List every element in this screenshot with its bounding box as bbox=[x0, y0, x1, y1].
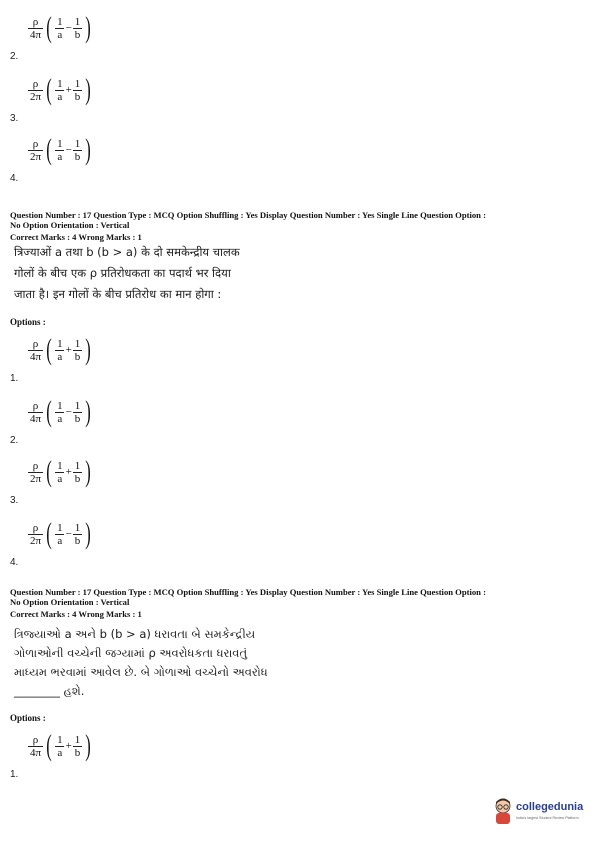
right-paren: ) bbox=[85, 395, 92, 428]
logo-wordmark: collegedunia bbox=[516, 801, 584, 813]
denominator: a bbox=[57, 350, 63, 363]
option-number: 1. bbox=[10, 769, 19, 780]
option-formula bbox=[28, 8, 94, 48]
right-paren: ) bbox=[85, 11, 92, 44]
left-paren: ( bbox=[46, 395, 52, 428]
numerator: 1 bbox=[57, 337, 63, 350]
marks-line: Correct Marks : 4 Wrong Marks : 1 bbox=[10, 609, 142, 619]
question-text-hindi bbox=[14, 242, 284, 305]
numerator: ρ bbox=[32, 399, 39, 412]
numerator: 1 bbox=[74, 459, 81, 472]
option-number: 4. bbox=[10, 173, 19, 184]
fraction-a bbox=[55, 138, 65, 163]
question-line: ________ હશે. bbox=[14, 684, 85, 698]
numerator: 1 bbox=[57, 399, 63, 412]
student-mascot-icon bbox=[492, 797, 514, 825]
option-formula bbox=[28, 726, 94, 766]
coefficient-fraction bbox=[28, 16, 43, 41]
denominator: 4π bbox=[30, 746, 42, 759]
fraction-b bbox=[73, 138, 83, 163]
option-formula bbox=[28, 452, 94, 492]
option-number: 2. bbox=[10, 435, 19, 446]
fraction-b bbox=[73, 734, 83, 759]
denominator: 4π bbox=[30, 28, 42, 41]
numerator: ρ bbox=[32, 137, 39, 150]
question-meta-gujarati bbox=[10, 587, 585, 619]
meta-line-2: No Option Orientation : Vertical bbox=[10, 220, 130, 230]
operator: + bbox=[65, 466, 72, 478]
question-line: ગોળાઓની વચ્ચેની જગ્યામાં ρ અવરોધકતા ધરાવતું bbox=[14, 646, 248, 660]
fraction-a bbox=[55, 522, 65, 547]
fraction-b bbox=[73, 338, 83, 363]
option-item[interactable] bbox=[10, 726, 130, 780]
meta-line-2: No Option Orientation : Vertical bbox=[10, 597, 130, 607]
coefficient-fraction bbox=[28, 460, 43, 485]
fraction-a bbox=[55, 78, 65, 103]
question-text-gujarati bbox=[14, 625, 284, 701]
left-paren: ( bbox=[46, 11, 52, 44]
left-paren: ( bbox=[46, 133, 52, 166]
fraction-b bbox=[73, 460, 83, 485]
numerator: 1 bbox=[74, 733, 81, 746]
left-paren: ( bbox=[46, 729, 52, 762]
question-line: जाता है। इन गोलों के बीच प्रतिरोध का मान होगा : bbox=[14, 287, 222, 301]
coefficient-fraction bbox=[28, 400, 43, 425]
numerator: ρ bbox=[32, 77, 39, 90]
fraction-a bbox=[55, 400, 65, 425]
right-paren: ) bbox=[85, 333, 92, 366]
operator: − bbox=[65, 22, 72, 34]
collegedunia-logo bbox=[492, 797, 586, 829]
right-paren: ) bbox=[85, 455, 92, 488]
option-item[interactable] bbox=[10, 8, 130, 62]
right-paren: ) bbox=[85, 133, 92, 166]
fraction-b bbox=[73, 16, 83, 41]
meta-line-1: Question Number : 17 Question Type : MCQ Option Shuffling : Yes Display Question Number : Yes Single Line Question Option : bbox=[10, 210, 486, 220]
option-item[interactable] bbox=[10, 392, 130, 446]
numerator: ρ bbox=[32, 733, 39, 746]
option-formula bbox=[28, 330, 94, 370]
question-line: गोलों के बीच एक ρ प्रतिरोधकता का पदार्थ भर दिया bbox=[14, 266, 231, 280]
operator: + bbox=[65, 740, 72, 752]
fraction-a bbox=[55, 16, 65, 41]
numerator: ρ bbox=[32, 337, 39, 350]
logo-tagline: India's largest Student Review Platform bbox=[516, 816, 579, 820]
fraction-a bbox=[55, 460, 65, 485]
fraction-b bbox=[73, 78, 83, 103]
option-item[interactable] bbox=[10, 70, 130, 124]
denominator: a bbox=[57, 534, 63, 547]
denominator: a bbox=[57, 746, 63, 759]
denominator: a bbox=[57, 472, 63, 485]
coefficient-fraction bbox=[28, 734, 43, 759]
denominator: 4π bbox=[30, 412, 42, 425]
question-line: માધ્યમ ભરવામાં આવેલ છે. બે ગોળાઓ વચ્ચેનો અવરોધ bbox=[14, 665, 268, 679]
denominator: b bbox=[74, 412, 81, 425]
coefficient-fraction bbox=[28, 138, 43, 163]
numerator: ρ bbox=[32, 459, 39, 472]
option-item[interactable] bbox=[10, 330, 130, 384]
option-formula bbox=[28, 392, 94, 432]
denominator: a bbox=[57, 150, 63, 163]
question-line: ત્રિજ્યાઓ a અને b (b > a) ધરાવતા બે સમકેન્દ્રીય bbox=[14, 627, 256, 641]
denominator: b bbox=[74, 472, 81, 485]
option-formula bbox=[28, 130, 94, 170]
numerator: 1 bbox=[57, 459, 63, 472]
option-number: 2. bbox=[10, 51, 19, 62]
denominator: b bbox=[74, 90, 81, 103]
operator: + bbox=[65, 344, 72, 356]
right-paren: ) bbox=[85, 73, 92, 106]
operator: − bbox=[65, 406, 72, 418]
numerator: 1 bbox=[57, 15, 63, 28]
numerator: 1 bbox=[74, 15, 81, 28]
numerator: 1 bbox=[57, 137, 63, 150]
option-item[interactable] bbox=[10, 514, 130, 568]
fraction-a bbox=[55, 734, 65, 759]
numerator: 1 bbox=[57, 733, 63, 746]
denominator: 2π bbox=[30, 472, 42, 485]
right-paren: ) bbox=[85, 729, 92, 762]
left-paren: ( bbox=[46, 333, 52, 366]
numerator: 1 bbox=[74, 399, 81, 412]
numerator: ρ bbox=[32, 15, 39, 28]
fraction-b bbox=[73, 400, 83, 425]
numerator: ρ bbox=[32, 521, 39, 534]
coefficient-fraction bbox=[28, 78, 43, 103]
question-meta-hindi bbox=[10, 210, 585, 242]
question-line: त्रिज्याओं a तथा b (b > a) के दो समकेन्द्रीय चालक bbox=[14, 245, 240, 259]
numerator: 1 bbox=[74, 521, 81, 534]
option-formula bbox=[28, 70, 94, 110]
operator: + bbox=[65, 84, 72, 96]
options-label: Options : bbox=[10, 713, 46, 723]
option-item[interactable] bbox=[10, 130, 130, 184]
option-number: 1. bbox=[10, 373, 19, 384]
numerator: 1 bbox=[74, 337, 81, 350]
denominator: 2π bbox=[30, 150, 42, 163]
denominator: a bbox=[57, 28, 63, 41]
coefficient-fraction bbox=[28, 522, 43, 547]
left-paren: ( bbox=[46, 73, 52, 106]
option-number: 3. bbox=[10, 495, 19, 506]
denominator: 2π bbox=[30, 534, 42, 547]
option-item[interactable] bbox=[10, 452, 130, 506]
options-label: Options : bbox=[10, 317, 46, 327]
fraction-b bbox=[73, 522, 83, 547]
denominator: a bbox=[57, 90, 63, 103]
numerator: 1 bbox=[74, 137, 81, 150]
denominator: 2π bbox=[30, 90, 42, 103]
denominator: b bbox=[74, 28, 81, 41]
right-paren: ) bbox=[85, 517, 92, 550]
denominator: 4π bbox=[30, 350, 42, 363]
numerator: 1 bbox=[57, 77, 63, 90]
numerator: 1 bbox=[57, 521, 63, 534]
denominator: b bbox=[74, 150, 81, 163]
denominator: a bbox=[57, 412, 63, 425]
left-paren: ( bbox=[46, 455, 52, 488]
option-number: 3. bbox=[10, 113, 19, 124]
left-paren: ( bbox=[46, 517, 52, 550]
denominator: b bbox=[74, 350, 81, 363]
operator: − bbox=[65, 528, 72, 540]
meta-line-1: Question Number : 17 Question Type : MCQ Option Shuffling : Yes Display Question Number : Yes Single Line Question Option : bbox=[10, 587, 486, 597]
option-number: 4. bbox=[10, 557, 19, 568]
denominator: b bbox=[74, 746, 81, 759]
marks-line: Correct Marks : 4 Wrong Marks : 1 bbox=[10, 232, 142, 242]
numerator: 1 bbox=[74, 77, 81, 90]
option-formula bbox=[28, 514, 94, 554]
denominator: b bbox=[74, 534, 81, 547]
fraction-a bbox=[55, 338, 65, 363]
coefficient-fraction bbox=[28, 338, 43, 363]
operator: − bbox=[65, 144, 72, 156]
